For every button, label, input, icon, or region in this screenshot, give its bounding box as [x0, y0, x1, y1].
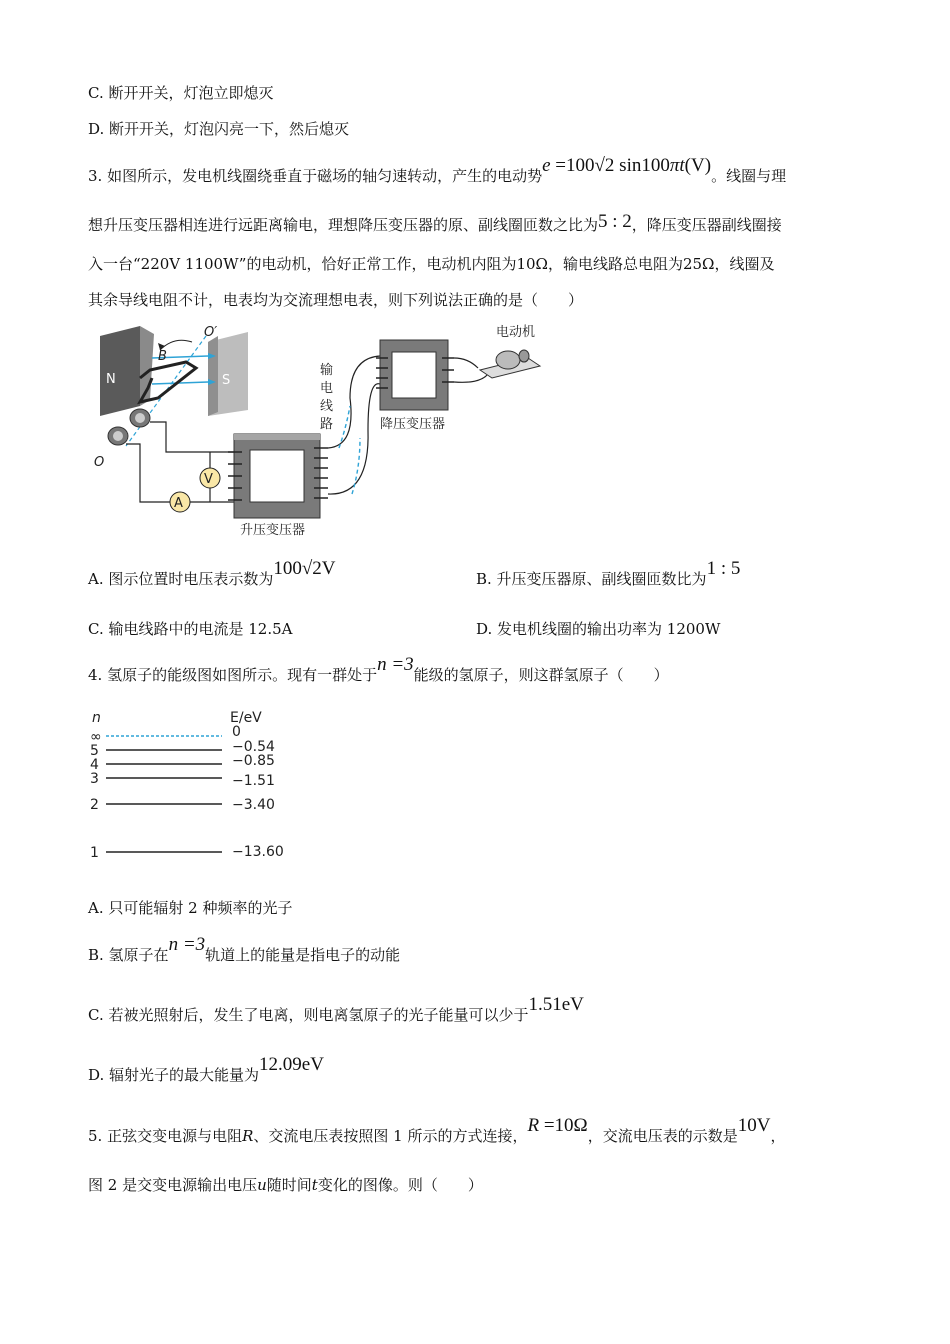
motor-label: 电动机	[496, 325, 536, 340]
line-label-char-4: 路	[320, 417, 334, 432]
line-label-char-3: 线	[320, 399, 334, 414]
ammeter-label: A	[174, 496, 183, 511]
q3-option-c: C. 输电线路中的电流是 12.5A	[88, 620, 293, 638]
energy-level-n: 1	[90, 845, 99, 861]
q3-stem-line-3: 入一台“220V 1100W”的电动机，恰好正常工作，电动机内阻为10Ω，输电线路总电阻为25Ω，线圈及	[88, 255, 775, 273]
q3-option-a-value: 100√2V	[273, 558, 336, 579]
q3-option-d: D. 发电机线圈的输出功率为 1200W	[476, 620, 721, 638]
magnet-n-label: N	[106, 372, 116, 387]
step-up-transformer-label: 升压变压器	[240, 523, 306, 538]
energy-level-n: 4	[90, 757, 99, 773]
label-o: O	[94, 455, 105, 470]
q4-energy-level-diagram	[88, 706, 308, 866]
magnet-s-label: S	[222, 373, 231, 388]
q5-stem-line-1: 5. 正弦交变电源与电阻R、交流电压表按照图 1 所示的方式连接，R =10Ω，交流电压表的示数是10V，	[88, 1115, 786, 1145]
q3-ratio: 5 : 2	[598, 211, 632, 232]
energy-level-value: −0.85	[232, 753, 275, 769]
q4-stem: 4. 氢原子的能级图如图所示。现有一群处于n =3能级的氢原子，则这群氢原子（ ）	[88, 654, 669, 684]
q3-emf-formula: e =100√2 sin100πt(V)	[542, 155, 712, 176]
energy-level-value: 0	[232, 724, 241, 740]
energy-level-value: −0.54	[232, 739, 275, 755]
q3-stem-line-4: 其余导线电阻不计，电表均为交流理想电表，则下列说法正确的是（ ）	[88, 291, 584, 309]
energy-level-n: ∞	[90, 729, 102, 745]
energy-level-n: 2	[90, 797, 99, 813]
q3-power-transmission-figure	[88, 318, 558, 550]
step-down-transformer-label: 降压变压器	[380, 417, 446, 432]
diagram-e-header: E/eV	[230, 710, 262, 726]
energy-level-value: −3.40	[232, 797, 275, 813]
q2-option-c: C. 断开开关，灯泡立即熄灭	[88, 84, 274, 102]
energy-level-value: −13.60	[232, 844, 284, 860]
q4-option-c: C. 若被光照射后，发生了电离，则电离氢原子的光子能量可以少于1.51eV	[88, 994, 584, 1024]
q5-v-value: 10V	[737, 1115, 771, 1136]
q5-r-value: R =10Ω	[527, 1115, 588, 1136]
q3-stem-text: 3. 如图所示，发电机线圈绕垂直于磁场的轴匀速转动，产生的电动势	[88, 167, 543, 185]
q2-option-d: D. 断开开关，灯泡闪亮一下，然后熄灭	[88, 120, 350, 138]
q3-stem-text: 。线圈与理	[711, 167, 787, 185]
line-label-char-1: 输	[320, 363, 334, 378]
q4-option-b: B. 氢原子在n =3轨道上的能量是指电子的动能	[88, 934, 401, 964]
q4-option-d-value: 12.09eV	[259, 1054, 324, 1075]
q3-stem-line-2: 想升压变压器相连进行远距离输电，理想降压变压器的原、副线圈匝数之比为5 : 2，降压变压器副线圈接	[88, 211, 782, 234]
label-b: B	[158, 349, 167, 364]
energy-level-n: 5	[90, 743, 99, 759]
q5-stem-line-2: 图 2 是交变电源输出电压u随时间t变化的图像。则（ ）	[88, 1176, 483, 1194]
label-o-prime: O′	[204, 325, 218, 340]
q3-option-b-value: 1 : 5	[706, 558, 741, 579]
q4-option-b-n: n =3	[168, 934, 206, 955]
energy-level-value: −1.51	[232, 773, 275, 789]
line-label-char-2: 电	[320, 381, 334, 396]
diagram-n-header: n	[92, 710, 101, 726]
q4-option-c-value: 1.51eV	[528, 994, 584, 1015]
q4-n-value: n =3	[377, 654, 414, 675]
q4-option-d: D. 辐射光子的最大能量为12.09eV	[88, 1054, 324, 1084]
energy-level-n: 3	[90, 771, 99, 787]
q3-option-b: B. 升压变压器原、副线圈匝数比为1 : 5	[476, 558, 741, 588]
q3-stem-line-1	[88, 155, 787, 187]
voltmeter-label: V	[204, 472, 213, 487]
q3-option-a: A. 图示位置时电压表示数为100√2V	[88, 558, 336, 588]
q4-option-a: A. 只可能辐射 2 种频率的光子	[88, 899, 293, 917]
